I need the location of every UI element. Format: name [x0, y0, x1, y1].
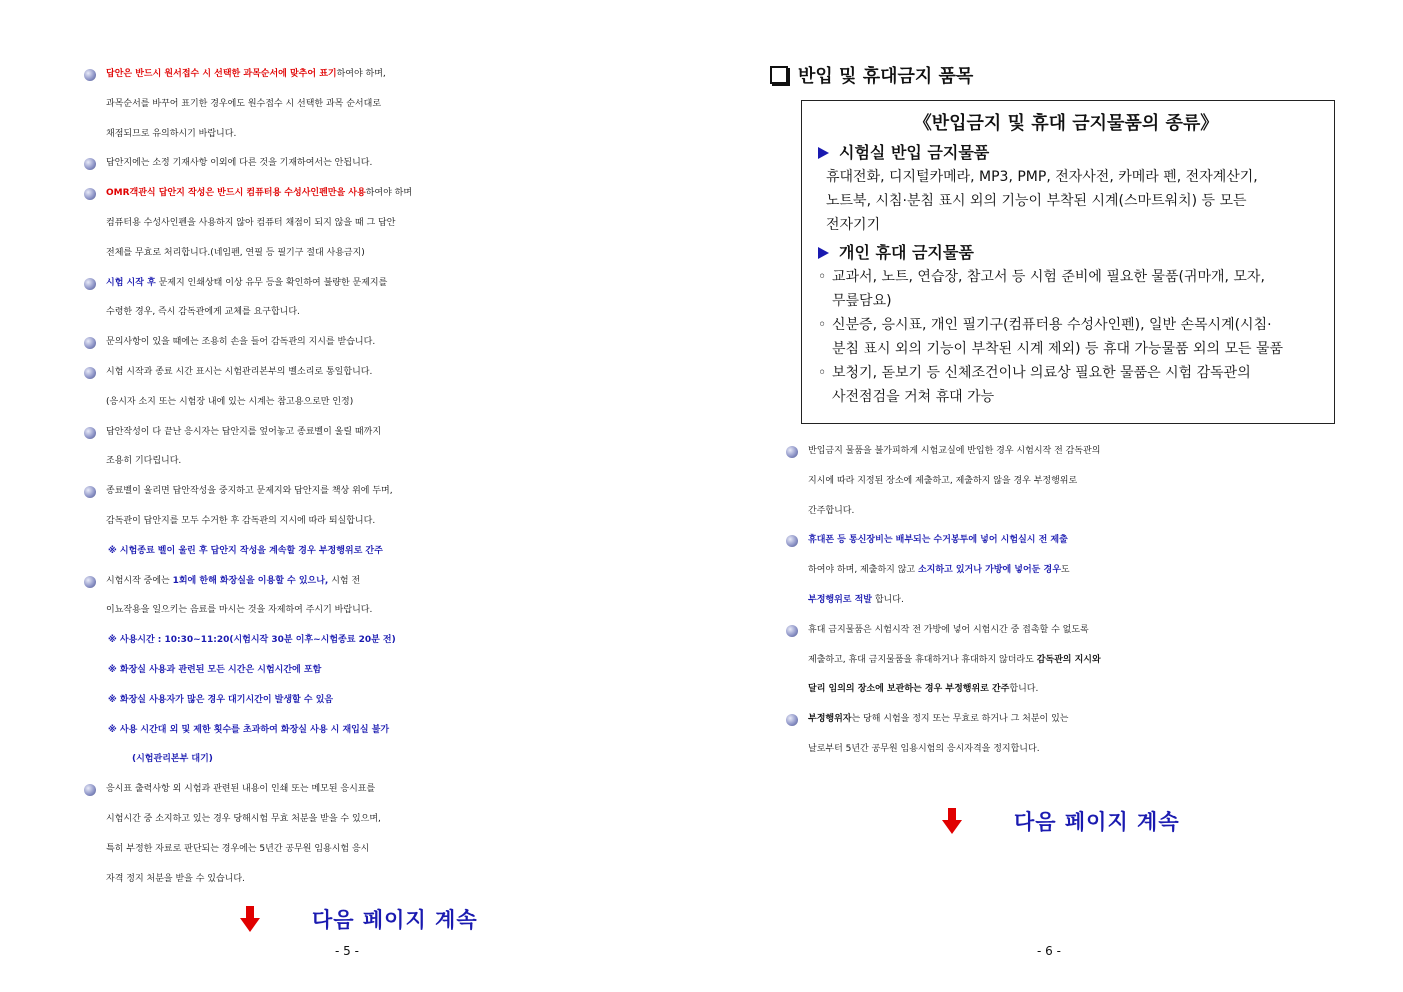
text-segment: 이뇨작용을 일으키는 음료를 마시는 것을 자제하여 주시기 바랍니다. [106, 605, 373, 616]
item-line [106, 209, 642, 239]
bullet-icon [84, 69, 96, 81]
text-segment: 합니다. [872, 594, 904, 605]
note-line: ※ 화장실 사용과 관련된 모든 시간은 시험시간에 포함 [108, 664, 322, 675]
item-line [808, 705, 1344, 735]
text-segment: 채점되므로 유의하시기 바랍니다. [106, 128, 237, 139]
text-segment: 조용히 기다립니다. [106, 456, 182, 467]
left-instructions-list [82, 60, 642, 894]
item-line [106, 120, 642, 150]
text-segment: 지시에 따라 지정된 장소에 제출하고, 제출하지 않을 경우 부정행위로 [808, 475, 1078, 486]
bullet-icon [84, 784, 96, 796]
item-line [106, 269, 642, 299]
text-segment: 휴대폰 등 통신장비는 배부되는 수거봉투에 넣어 시험실시 전 제출 [808, 535, 1068, 546]
box-heading-text: 시험실 반입 금지물품 [839, 143, 990, 162]
section-title [770, 62, 973, 88]
list-item [82, 328, 642, 358]
item-line [808, 616, 1344, 646]
item-line [106, 507, 642, 537]
list-item [784, 705, 1344, 765]
text-segment: 감독관의 지시와 [1036, 654, 1101, 665]
box-line: 신분증, 응시표, 개인 필기구(컴퓨터용 수성사인펜), 일반 손목시계(시침· [832, 317, 1272, 333]
text-segment: 달리 임의의 장소에 보관하는 경우 부정행위로 간주 [808, 684, 1010, 695]
page-number: - 5 - [335, 944, 359, 958]
item-line [106, 418, 642, 448]
text-segment: 시험시작 중에는 [106, 575, 173, 586]
bullet-icon [84, 427, 96, 439]
item-line [106, 60, 642, 90]
text-segment: 합니다. [1009, 684, 1039, 695]
list-item [82, 269, 642, 329]
item-line [106, 179, 642, 209]
banned-items-text [816, 165, 1316, 237]
item-line [106, 388, 642, 418]
box-heading-banned [816, 141, 1316, 165]
box-line: 교과서, 노트, 연습장, 참고서 등 시험 준비에 필요한 물품(귀마개, 모자, [832, 269, 1265, 285]
text-segment: 답안지에는 소정 기재사항 이외에 다른 것을 기재하여서는 안됩니다. [106, 158, 373, 169]
bullet-icon [84, 188, 96, 200]
circle-bullet-icon: ◦ [818, 269, 827, 285]
text-segment: 시험 전 [328, 575, 361, 586]
list-item [82, 149, 642, 179]
text-segment: 휴대 금지물품은 시험시작 전 가방에 넣어 시험시간 중 접촉할 수 없도록 [808, 624, 1089, 635]
item-line [106, 447, 642, 477]
checkbox-icon [770, 66, 788, 84]
circle-bullet-icon: ◦ [818, 317, 827, 333]
bullet-icon [84, 158, 96, 170]
item-line [106, 835, 642, 865]
list-item [82, 358, 642, 418]
text-segment: 감독관이 답안지를 모두 수거한 후 감독관의 지시에 따라 퇴실합니다. [106, 515, 376, 526]
note-line: ※ 사용시간 : 10:30~11:20(시험시작 30분 이후~시험종료 20분 전) [108, 635, 396, 646]
text-segment: OMR객관식 답안지 작성은 반드시 컴퓨터용 수성사인펜만을 사용 [106, 188, 366, 199]
item-line [106, 90, 642, 120]
next-page-indicator [240, 904, 478, 934]
list-item [82, 418, 642, 478]
text-segment: 컴퓨터용 수성사인펜을 사용하지 않아 컴퓨터 채점이 되지 않을 때 그 답안 [106, 217, 396, 228]
box-heading-text: 개인 휴대 금지물품 [839, 243, 974, 262]
text-segment: 하여야 하며 [365, 188, 413, 199]
list-item [82, 567, 642, 627]
text-segment: 종료벨이 울리면 답안작성을 중지하고 문제지와 답안지를 책상 위에 두며, [106, 486, 393, 497]
list-item [82, 775, 642, 894]
item-line [808, 526, 1344, 556]
item-line [808, 437, 1344, 467]
text-segment: 특히 부정한 자료로 판단되는 경우에는 5년간 공무원 임용시험 응시 [106, 843, 370, 854]
right-instructions-list [784, 437, 1344, 765]
note-line: ※ 사용 시간대 외 및 제한 횟수를 초과하여 화장실 사용 시 재입실 불가 [108, 724, 390, 735]
item-line [808, 735, 1344, 765]
text-segment: 시험시간 중 소지하고 있는 경우 당해시험 무효 처분을 받을 수 있으며, [106, 813, 381, 824]
text-segment: 문제지 인쇄상태 이상 유무 등을 확인하여 불량한 문제지를 [155, 277, 388, 288]
list-item [784, 526, 1344, 615]
bullet-icon [786, 535, 798, 547]
page-left [0, 0, 700, 992]
text-segment: 수령한 경우, 즉시 감독관에게 교체를 요구합니다. [106, 307, 300, 318]
box-line: 보청기, 돋보기 등 신체조건이나 의료상 필요한 물품은 시험 감독관의 [832, 365, 1251, 381]
item-line [106, 805, 642, 835]
text-segment: 부정행위로 적발 [808, 594, 872, 605]
item-line [808, 556, 1344, 586]
bullet-icon [84, 337, 96, 349]
text-segment: 문의사항이 있을 때에는 조용히 손을 들어 감독관의 지시를 받습니다. [106, 337, 376, 348]
note-line: ※ 화장실 사용자가 많은 경우 대기시간이 발생할 수 있음 [108, 694, 334, 705]
text-segment: 간주합니다. [808, 505, 855, 516]
text-segment: 전체를 무효로 처리합니다.(네임펜, 연필 등 필기구 절대 사용금지) [106, 247, 365, 258]
bullet-icon [84, 576, 96, 588]
box-line: 노트북, 시침·분침 표시 외의 기능이 부착된 시계(스마트워치) 등 모든 [826, 193, 1247, 209]
list-item [82, 179, 642, 268]
text-segment: 답안은 반드시 원서접수 시 선택한 과목순서에 맞추어 표기 [106, 69, 337, 79]
prohibited-items-box [801, 100, 1335, 424]
text-segment: 답안작성이 다 끝난 응시자는 답안지를 엎어놓고 종료벨이 울릴 때까지 [106, 426, 382, 437]
triangle-bullet-icon [818, 147, 829, 159]
triangle-bullet-icon [818, 247, 829, 259]
text-segment: 는 당해 시험을 정지 또는 무효로 하거나 그 처분이 있는 [851, 714, 1069, 725]
bullet-icon [84, 367, 96, 379]
text-segment: 시험 시작과 종료 시간 표시는 시험관리본부의 벨소리로 통일합니다. [106, 366, 373, 377]
item-line [808, 497, 1344, 527]
item-line [106, 775, 642, 805]
item-line [106, 477, 642, 507]
circle-bullet-icon: ◦ [818, 365, 827, 381]
box-heading-personal [816, 241, 1316, 265]
note-line: ※ 시험종료 벨이 울린 후 답안지 작성을 계속할 경우 부정행위로 간주 [108, 545, 383, 556]
item-line [106, 149, 642, 179]
list-item [784, 437, 1344, 526]
item-line [808, 586, 1344, 616]
next-page-text: 다음 페이지 계속 [312, 908, 478, 932]
item-line [106, 239, 642, 269]
text-segment: 하여야 하며, [336, 69, 386, 79]
text-segment: 부정행위자 [808, 714, 852, 725]
text-segment: 도 [1060, 565, 1070, 576]
box-list-item [816, 265, 1316, 313]
text-segment: (응시자 소지 또는 시험장 내에 있는 시계는 참고용으로만 인정) [106, 396, 354, 407]
item-line [808, 675, 1344, 705]
item-line [106, 328, 642, 358]
text-segment: 반입금지 물품을 불가피하게 시험교실에 반입한 경우 시험시작 전 감독관의 [808, 446, 1101, 456]
box-line: 무릎담요) [832, 293, 892, 309]
down-arrow-icon [240, 906, 260, 932]
box-line: 사전점검을 거쳐 휴대 가능 [832, 389, 995, 405]
bullet-icon [84, 486, 96, 498]
box-line: 휴대전화, 디지털카메라, MP3, PMP, 전자사전, 카메라 펜, 전자계산기, [826, 169, 1258, 185]
down-arrow-icon [942, 808, 962, 834]
note-line: (시험관리본부 대기) [132, 754, 213, 765]
text-segment: 자격 정지 처분을 받을 수 있습니다. [106, 873, 245, 884]
text-segment: 소지하고 있거나 가방에 넣어둔 경우 [917, 565, 1061, 576]
item-line [106, 865, 642, 895]
text-segment: 응시표 출력사항 외 시험과 관련된 내용이 인쇄 또는 메모된 응시표를 [106, 784, 376, 795]
list-item [82, 60, 642, 149]
box-list-item [816, 313, 1316, 361]
next-page-indicator [942, 806, 1180, 836]
item-line [808, 646, 1344, 676]
bullet-icon [786, 625, 798, 637]
text-segment: 날로부터 5년간 공무원 임용시험의 응시자격을 정지합니다. [808, 743, 1040, 754]
text-segment: 하여야 하며, 제출하지 않고 [808, 565, 918, 576]
page-number: - 6 - [1037, 944, 1061, 958]
bullet-icon [84, 278, 96, 290]
item-line [106, 567, 642, 597]
page-right [702, 0, 1403, 992]
text-segment: 1회에 한해 화장실을 이용할 수 있으나, [172, 575, 329, 586]
box-list-item [816, 361, 1316, 409]
next-page-text: 다음 페이지 계속 [1014, 810, 1180, 834]
text-segment: 시험 시작 후 [106, 277, 156, 288]
box-title: 《반입금지 및 휴대 금지물품의 종류》 [913, 113, 1219, 134]
box-line: 분침 표시 외의 기능이 부착된 시계 제외) 등 휴대 가능물품 외의 모든 물품 [832, 341, 1284, 357]
box-line: 전자기기 [826, 217, 881, 233]
list-item [82, 477, 642, 537]
bullet-icon [786, 446, 798, 458]
item-line [808, 467, 1344, 497]
bullet-icon [786, 714, 798, 726]
text-segment: 제출하고, 휴대 금지물품을 휴대하거나 휴대하지 않더라도 [808, 654, 1037, 665]
item-line [106, 298, 642, 328]
section-title-text: 반입 및 휴대금지 품목 [798, 66, 974, 87]
item-line [106, 596, 642, 626]
item-line [106, 358, 642, 388]
list-item [784, 616, 1344, 705]
text-segment: 과목순서를 바꾸어 표기한 경우에도 원수접수 시 선택한 과목 순서대로 [106, 98, 382, 109]
